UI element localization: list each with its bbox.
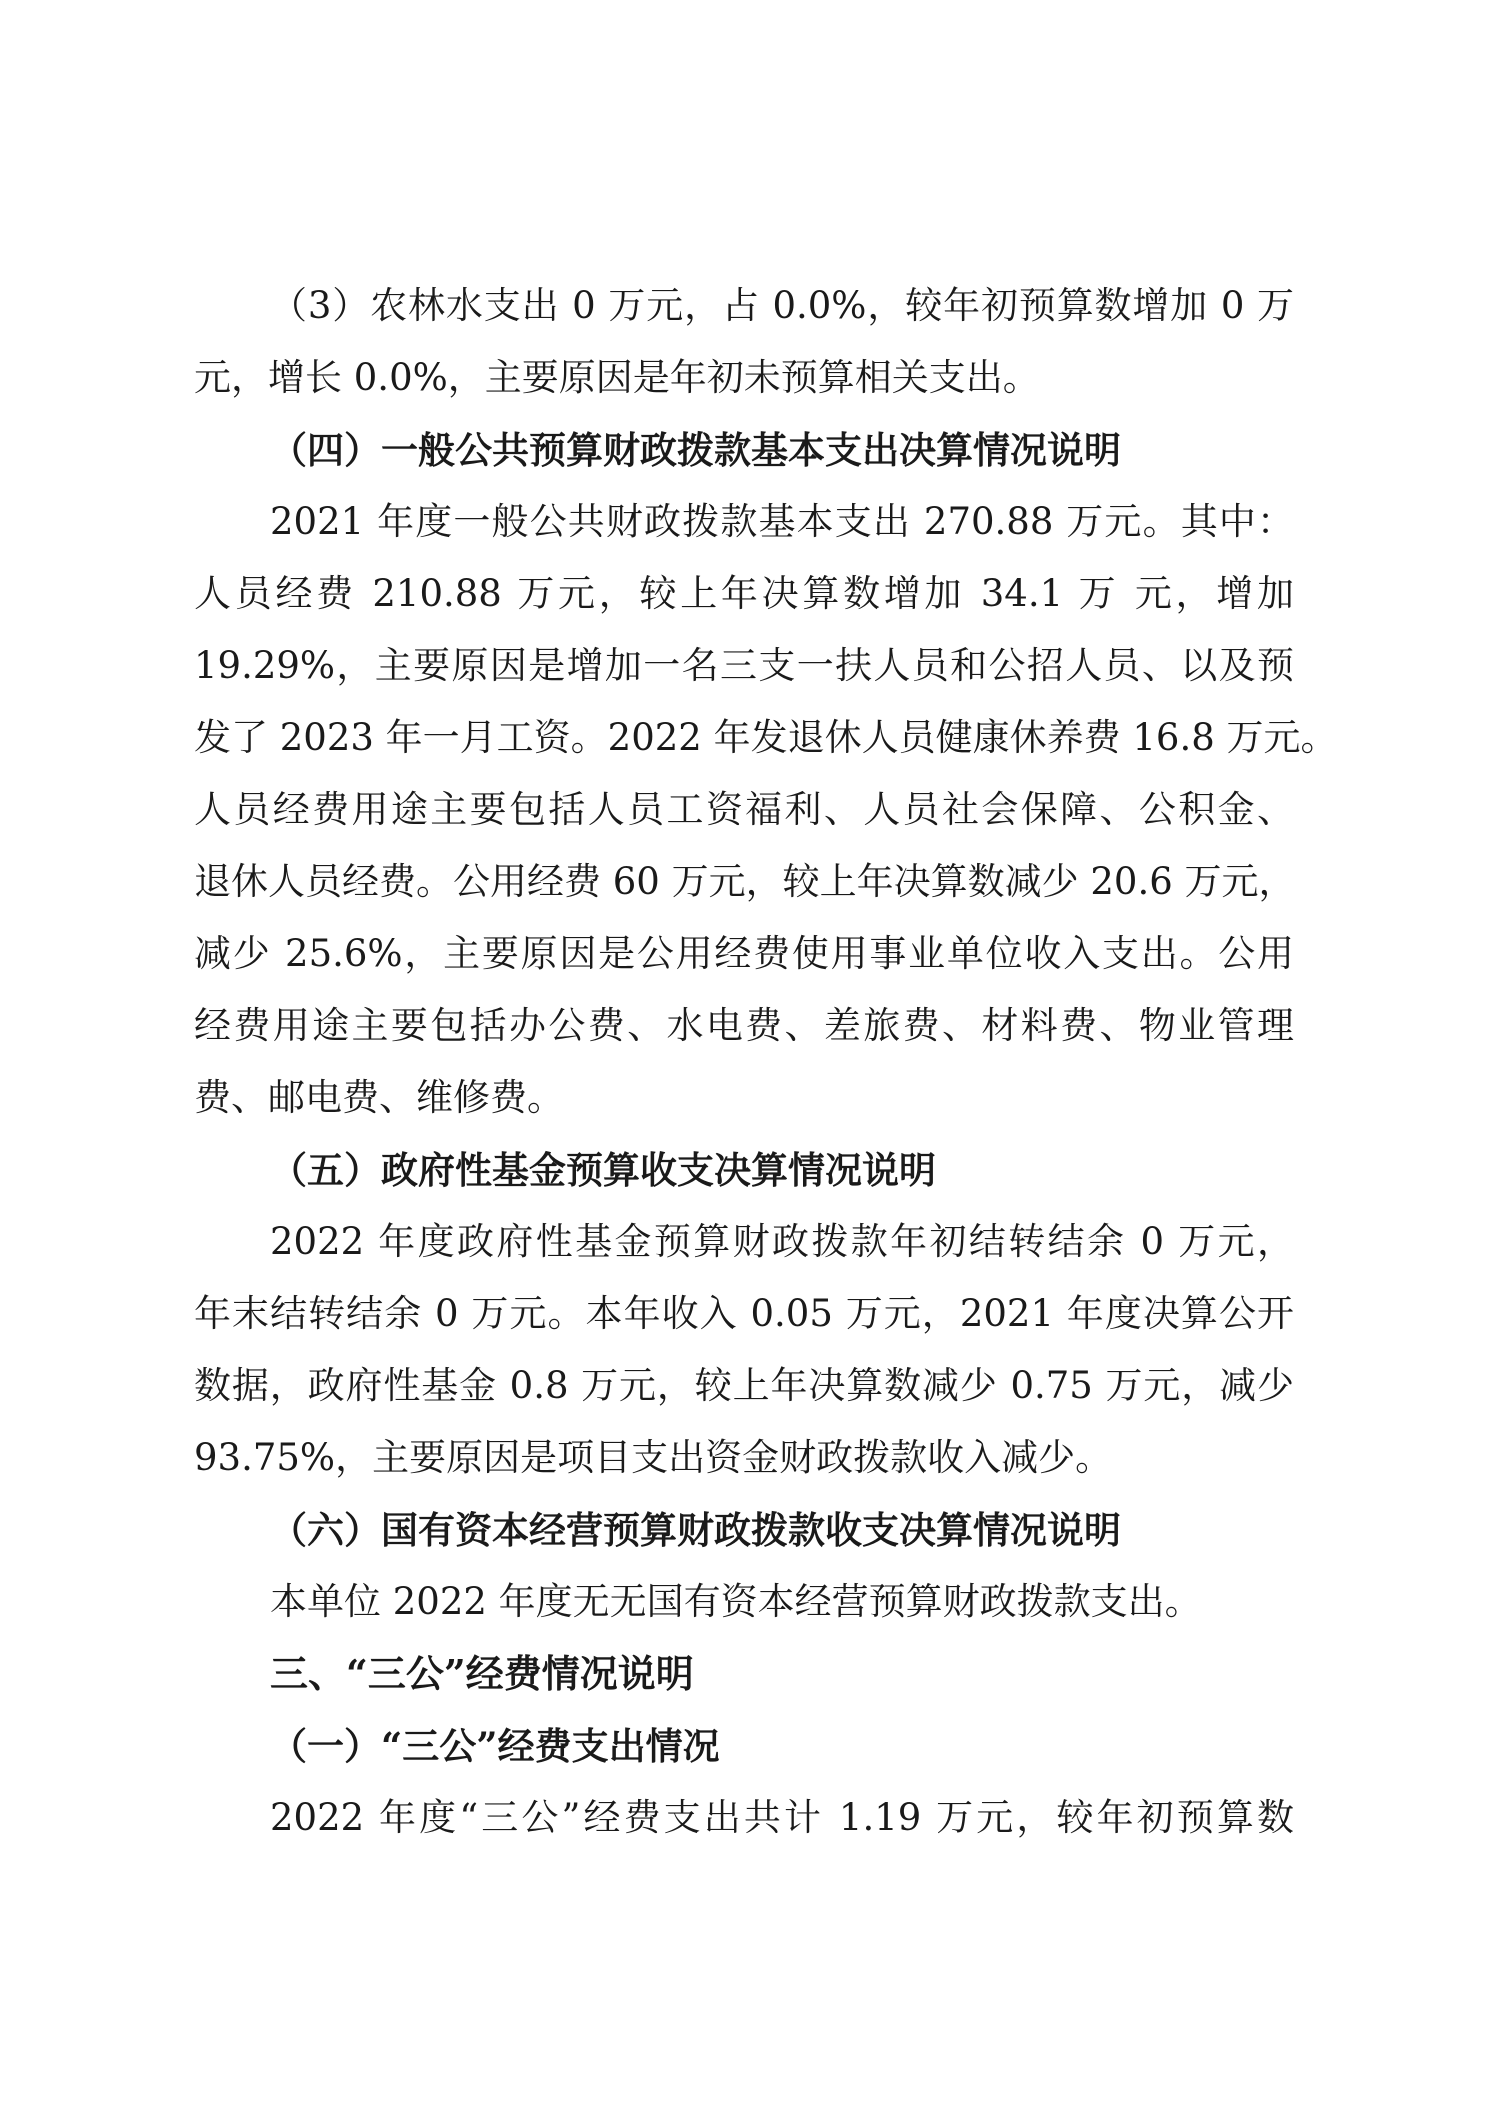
para-basic-line-2: 人员经费 210.88 万元，较上年决算数增加 34.1 万 元，增加 bbox=[194, 572, 1294, 615]
para-agri-line-2: 元，增长 0.0%，主要原因是年初未预算相关支出。 bbox=[194, 356, 1040, 399]
chapter-heading-three-public: 三、“三公”经费情况说明 bbox=[270, 1651, 694, 1696]
section-heading-government-fund: （五）政府性基金预算收支决算情况说明 bbox=[270, 1148, 936, 1192]
para-capital-line-1: 本单位 2022 年度无无国有资本经营预算财政拨款支出。 bbox=[270, 1580, 1202, 1623]
section-heading-three-public-expenditure: （一）“三公”经费支出情况 bbox=[270, 1724, 720, 1768]
para-fund-line-3: 数据，政府性基金 0.8 万元，较上年决算数减少 0.75 万元，减少 bbox=[194, 1364, 1294, 1407]
document-body bbox=[194, 270, 1338, 1854]
para-basic-line-7: 减少 25.6%，主要原因是公用经费使用事业单位收入支出。公用 bbox=[194, 932, 1294, 975]
para-basic-line-8: 经费用途主要包括办公费、水电费、差旅费、材料费、物业管理 bbox=[194, 1004, 1294, 1047]
para-basic-line-6: 退休人员经费。公用经费 60 万元，较上年决算数减少 20.6 万元， bbox=[194, 860, 1296, 903]
para-basic-line-5: 人员经费用途主要包括人员工资福利、人员社会保障、公积金、 bbox=[194, 788, 1294, 831]
section-heading-state-capital: （六）国有资本经营预算财政拨款收支决算情况说明 bbox=[270, 1508, 1121, 1552]
para-basic-line-3: 19.29%，主要原因是增加一名三支一扶人员和公招人员、以及预 bbox=[194, 644, 1294, 687]
para-basic-line-9: 费、邮电费、维修费。 bbox=[194, 1076, 564, 1119]
section-heading-basic-expenditure: （四）一般公共预算财政拨款基本支出决算情况说明 bbox=[270, 428, 1121, 472]
para-agri-line-1: （3）农林水支出 0 万元，占 0.0%，较年初预算数增加 0 万 bbox=[270, 284, 1294, 327]
para-three-public-line-1: 2022 年度“三公”经费支出共计 1.19 万元，较年初预算数 bbox=[270, 1796, 1294, 1839]
para-fund-line-4: 93.75%，主要原因是项目支出资金财政拨款收入减少。 bbox=[194, 1436, 1113, 1479]
para-fund-line-2: 年末结转结余 0 万元。本年收入 0.05 万元，2021 年度决算公开 bbox=[194, 1292, 1294, 1335]
para-basic-line-4: 发了 2023 年一月工资。2022 年发退休人员健康休养费 16.8 万元。 bbox=[194, 716, 1338, 759]
para-basic-line-1: 2021 年度一般公共财政拨款基本支出 270.88 万元。其中： bbox=[270, 500, 1294, 543]
para-fund-line-1: 2022 年度政府性基金预算财政拨款年初结转结余 0 万元， bbox=[270, 1220, 1294, 1263]
